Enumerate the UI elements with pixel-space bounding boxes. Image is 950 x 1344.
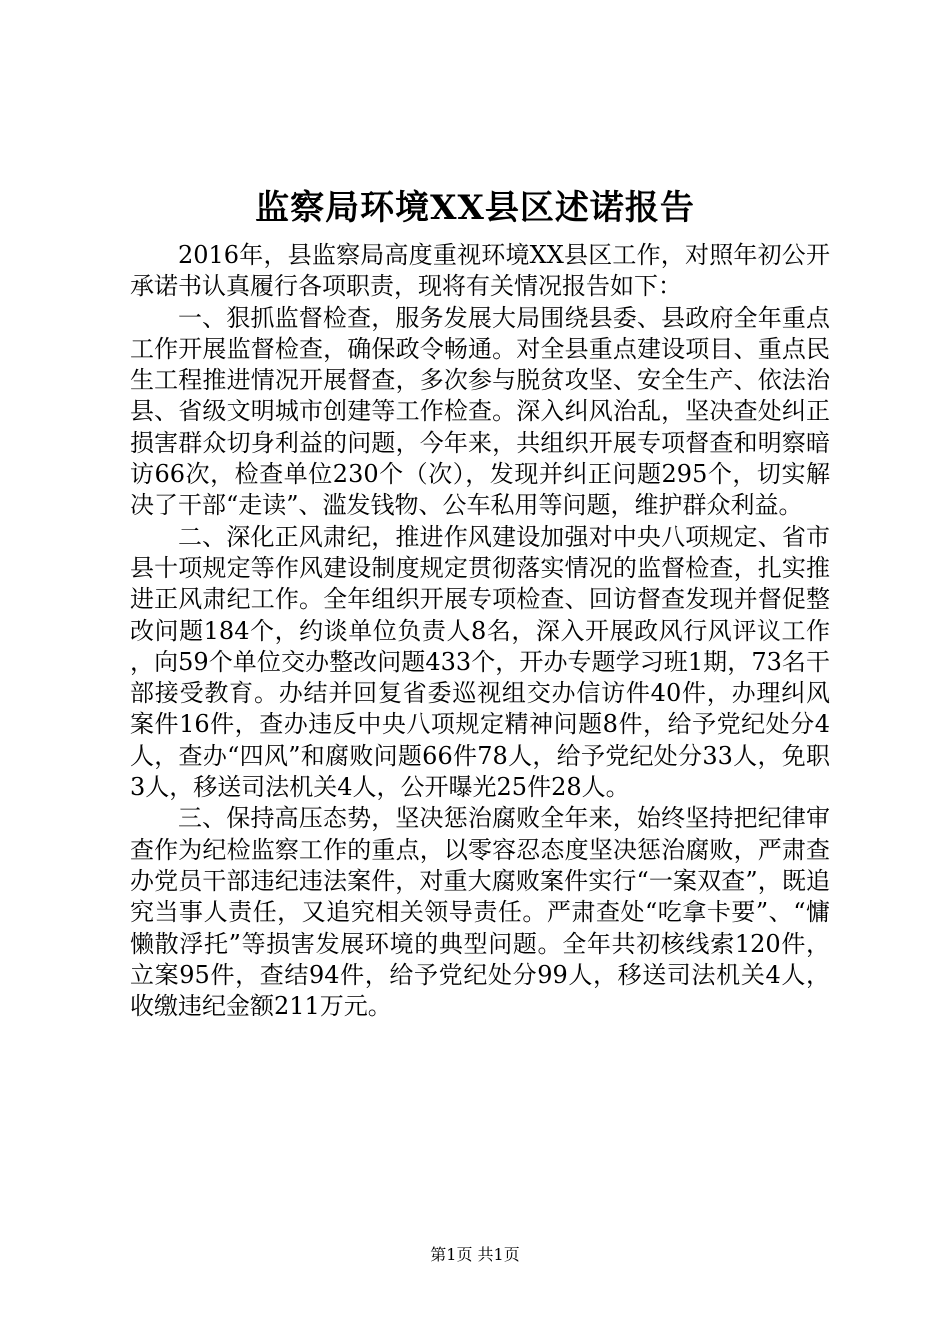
section-three-paragraph: 三、保持高压态势，坚决惩治腐败全年来，始终坚持把纪律审查作为纪检监察工作的重点，以零容忍态度坚决惩治腐败，严肃查办党员干部违纪违法案件，对重大腐败案件实行“一案双查”，既追究当事人责任，又追究相关领导责任。严肃查处“吃拿卡要”、“慵懒散浮托”等损害发展环境的典型问题。全年共初核线索120件，立案95件，查结94件，给予党纪处分99人，移送司法机关4人，收缴违纪金额211万元。 — [130, 804, 830, 1021]
page-footer: 第1页 共1页 — [430, 1245, 520, 1264]
section-one-paragraph: 一、狠抓监督检查，服务发展大局围绕县委、县政府全年重点工作开展监督检查，确保政令畅通。对全县重点建设项目、重点民生工程推进情况开展督查，多次参与脱贫攻坚、安全生产、依法治县、省级文明城市创建等工作检查。深入纠风治乱，坚决查处纠正损害群众切身利益的问题，今年来，共组织开展专项督查和明察暗访66次，检查单位230个（次），发现并纠正问题295个，切实解决了干部“走读”、滥发钱物、公车私用等问题，维护群众利益。 — [130, 303, 830, 520]
document-body — [130, 240, 830, 1022]
section-two-paragraph: 二、深化正风肃纪，推进作风建设加强对中央八项规定、省市县十项规定等作风建设制度规定贯彻落实情况的监督检查，扎实推进正风肃纪工作。全年组织开展专项检查、回访督查发现并督促整改问题184个，约谈单位负责人8名，深入开展政风行风评议工作，向59个单位交办整改问题433个，开办专题学习班1期，73名干部接受教育。办结并回复省委巡视组交办信访件40件，办理纠风案件16件，查办违反中央八项规定精神问题8件，给予党纪处分4人，查办“四风”和腐败问题66件78人，给予党纪处分33人，免职3人，移送司法机关4人，公开曝光25件28人。 — [130, 522, 830, 802]
intro-paragraph: 2016年，县监察局高度重视环境XX县区工作，对照年初公开承诺书认真履行各项职责，现将有关情况报告如下： — [130, 241, 830, 301]
document-title: 监察局环境XX县区述诺报告 — [255, 188, 695, 228]
